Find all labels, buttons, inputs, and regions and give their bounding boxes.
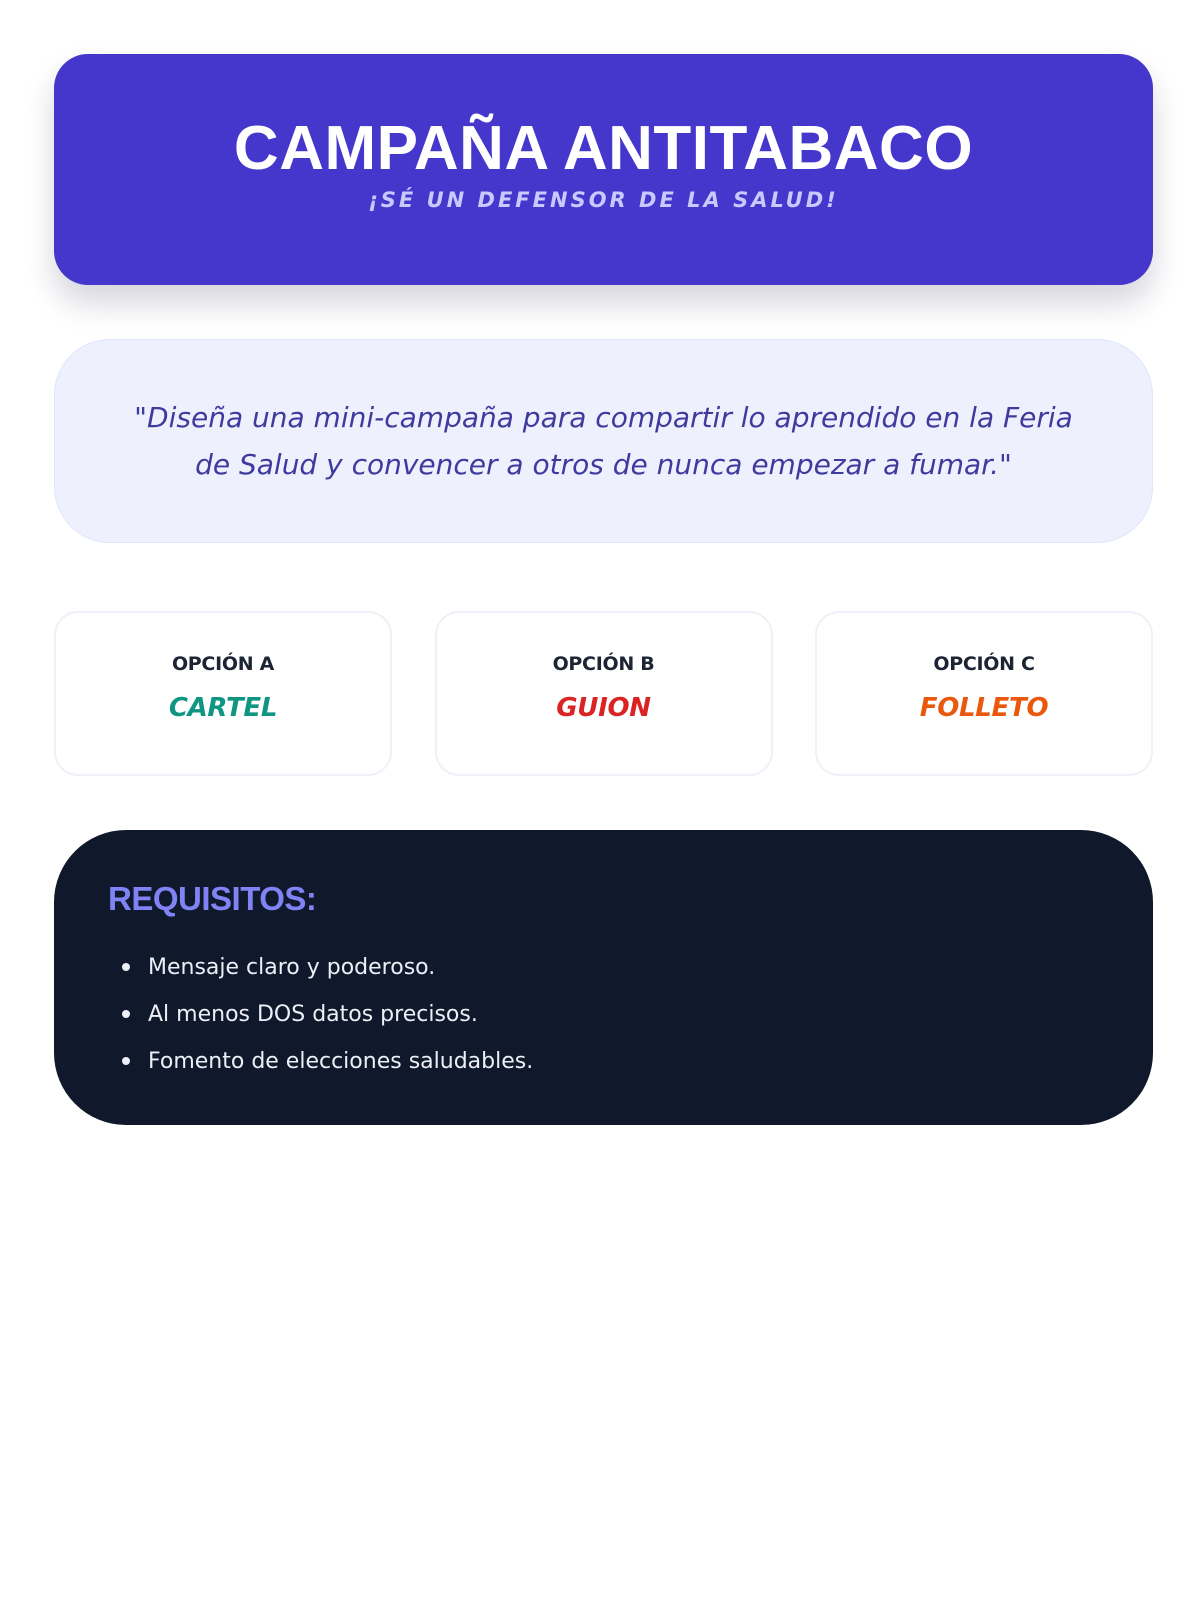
requirement-text: Al menos DOS datos precisos. xyxy=(148,1002,478,1027)
option-label: OPCIÓN C xyxy=(933,653,1035,675)
requirement-text: Fomento de elecciones saludables. xyxy=(148,1049,534,1074)
requirements-box xyxy=(54,830,1153,1125)
page-title: CAMPAÑA ANTITABACO xyxy=(233,114,974,183)
requirement-item xyxy=(148,944,1099,991)
option-label: OPCIÓN A xyxy=(171,653,275,675)
page-subtitle: ¡SÉ UN DEFENSOR DE LA SALUD! xyxy=(368,188,839,212)
requirement-item xyxy=(148,1038,1099,1085)
option-card-a xyxy=(54,611,392,776)
bullet-icon xyxy=(122,1010,130,1018)
requirement-item xyxy=(148,991,1099,1038)
bullet-icon xyxy=(122,963,130,971)
bullet-icon xyxy=(122,1057,130,1065)
option-value: GUION xyxy=(556,693,651,723)
assignment-quote: "Diseña una mini-campaña para compartir lo aprendido en la Feria de Salud y convencer a otros de nunca empezar a fumar." xyxy=(134,401,1073,481)
assignment-quote-box xyxy=(54,339,1153,543)
requirement-text: Mensaje claro y poderoso. xyxy=(148,955,436,980)
option-value: FOLLETO xyxy=(919,693,1049,723)
option-label: OPCIÓN B xyxy=(552,653,655,675)
campaign-page xyxy=(54,54,1153,1125)
requirements-title: REQUISITOS: xyxy=(108,880,317,917)
header-banner xyxy=(54,54,1153,285)
option-value: CARTEL xyxy=(168,693,278,723)
options-row xyxy=(54,611,1153,776)
option-card-b xyxy=(435,611,773,776)
option-card-c xyxy=(815,611,1153,776)
requirements-list xyxy=(108,944,1099,1085)
